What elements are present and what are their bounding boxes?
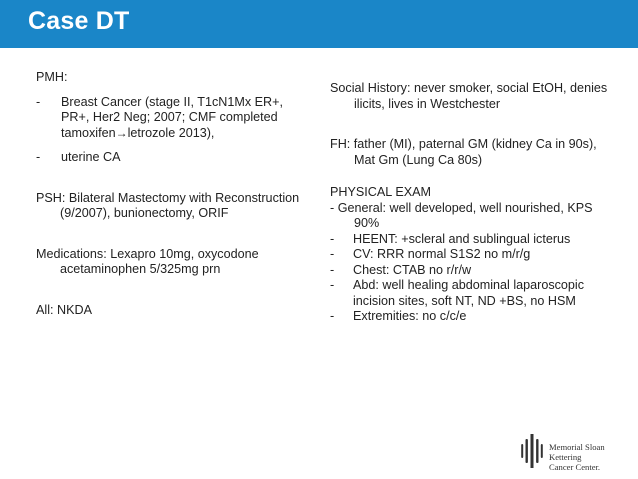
exam-item-text: CV: RRR normal S1S2 no m/r/g bbox=[353, 247, 531, 261]
exam-item bbox=[330, 309, 620, 325]
logo-line-2: Cancer Center. bbox=[549, 462, 601, 472]
exam-item bbox=[330, 232, 620, 248]
pmh-item-text: Breast Cancer (stage II, T1cN1Mx ER+, PR+, Her2 Neg; 2007; CMF completed tamoxifen bbox=[61, 94, 283, 140]
mskcc-logo-icon bbox=[519, 434, 545, 468]
psh-text: PSH: Bilateral Mastectomy with Reconstruction (9/2007), bunionectomy, ORIF bbox=[36, 190, 300, 220]
right-column bbox=[330, 81, 620, 325]
pmh-heading: PMH: bbox=[36, 70, 68, 84]
exam-item-text: Abd: well healing abdominal laparoscopic incision sites, soft NT, ND +BS, no HSM bbox=[353, 278, 585, 308]
exam-bullet: - bbox=[330, 262, 335, 277]
left-column bbox=[36, 70, 304, 318]
exam-bullet: - bbox=[330, 278, 335, 292]
pmh-bullet: - bbox=[36, 94, 41, 109]
exam-heading: PHYSICAL EXAM bbox=[330, 185, 432, 199]
exam-item bbox=[330, 247, 620, 263]
exam-general: - General: well developed, well nourished, KPS 90% bbox=[330, 200, 593, 230]
exam-bullet: - bbox=[330, 247, 335, 261]
mskcc-logo bbox=[519, 434, 619, 472]
family-history-text: FH: father (MI), paternal GM (kidney Ca in 90s), Mat Gm (Lung Ca 80s) bbox=[330, 137, 597, 167]
arrow-right-icon: → bbox=[115, 125, 128, 140]
pmh-item-text: uterine CA bbox=[61, 150, 121, 164]
pmh-item bbox=[36, 95, 304, 142]
pmh-item bbox=[36, 150, 304, 166]
exam-item bbox=[330, 278, 620, 309]
exam-item-text: Extremities: no c/c/e bbox=[353, 309, 467, 323]
exam-item bbox=[330, 263, 620, 279]
slide-title: Case DT bbox=[28, 7, 130, 35]
exam-bullet: - bbox=[330, 309, 335, 323]
pmh-bullet: - bbox=[36, 150, 41, 164]
allergies-text: All: NKDA bbox=[36, 302, 92, 317]
exam-item-text: Chest: CTAB no r/r/w bbox=[353, 262, 472, 277]
logo-text bbox=[549, 442, 621, 472]
exam-item-text: HEENT: +scleral and sublingual icterus bbox=[353, 231, 571, 246]
pmh-item-text-after: letrozole 2013), bbox=[127, 125, 215, 140]
social-history-text: Social History: never smoker, social EtOH, denies ilicits, lives in Westchester bbox=[330, 81, 608, 111]
title-bar bbox=[0, 0, 638, 48]
exam-bullet: - bbox=[330, 231, 335, 246]
medications-text: Medications: Lexapro 10mg, oxycodone acetaminophen 5/325mg prn bbox=[36, 246, 259, 276]
logo-line-1: Memorial Sloan Kettering bbox=[549, 442, 605, 462]
